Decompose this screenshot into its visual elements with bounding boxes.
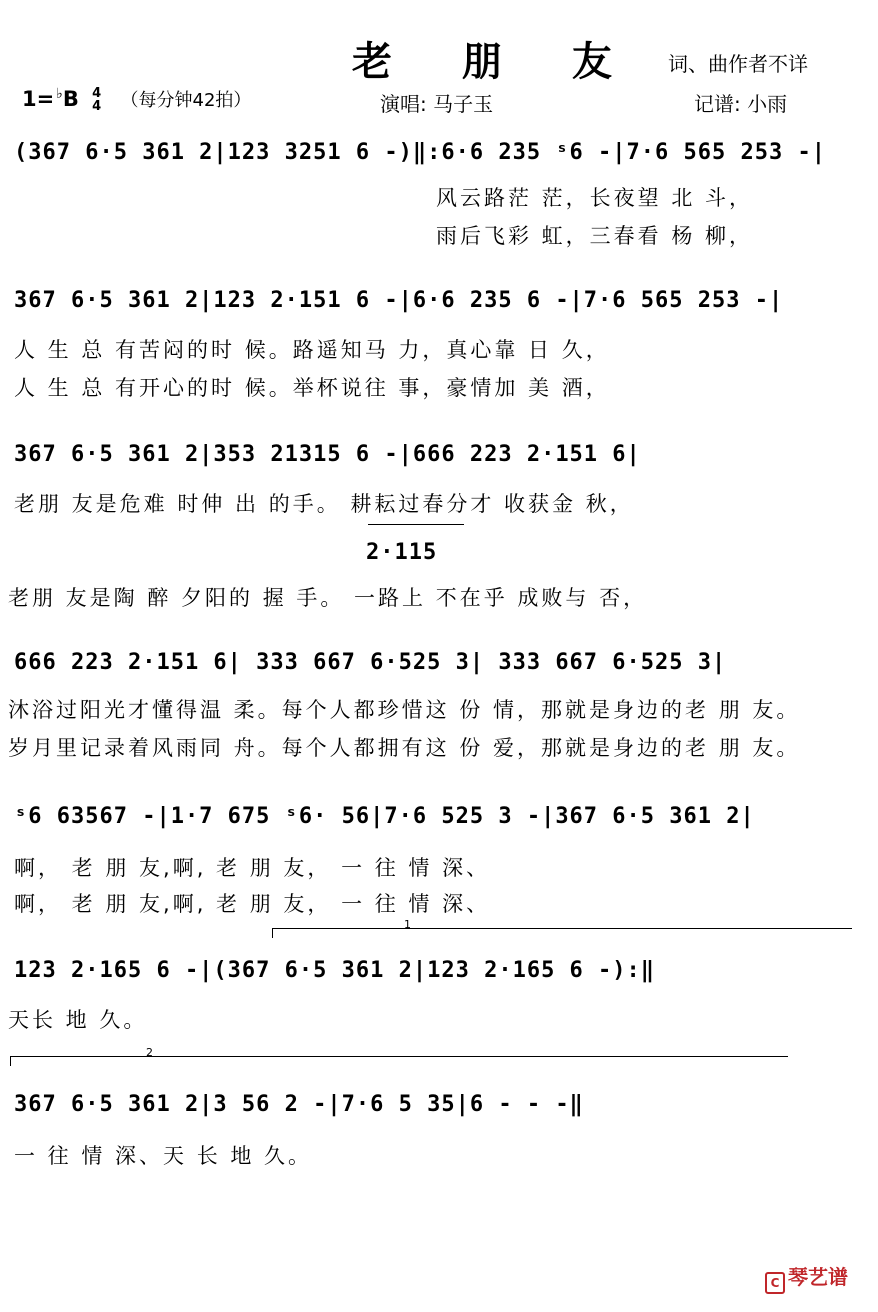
volta-2-label: 2	[146, 1046, 153, 1059]
lyric-row-1a: 风云路茫 茫，长夜望 北 斗，	[436, 186, 754, 210]
key-note: B	[62, 87, 79, 111]
volta-2-hook	[10, 1056, 11, 1066]
lyric-row-4a: 沐浴过阳光才懂得温 柔。每个人都珍惜这 份 情，那就是身边的老 朋 友。	[8, 698, 801, 722]
logo-icon: C	[765, 1272, 785, 1294]
slur-line	[368, 524, 464, 525]
transcriber: 记谱: 小雨	[694, 92, 788, 116]
lyric-row-6: 天长 地 久。	[8, 1008, 148, 1032]
page-title: 老 朋 友	[352, 38, 640, 85]
time-signature	[92, 87, 101, 113]
lyric-row-7: 一 往 情 深、天 长 地 久。	[14, 1144, 313, 1168]
notation-row-7: 367 6·5 361 2|3 56 2 -|7·6 5 35|6 - - -‖	[14, 1092, 584, 1117]
volta-1-hook	[272, 928, 273, 938]
notation-row-4: 666 223 2·151 6| 333 667 6·525 3| 333 667 6·525 3|	[14, 650, 727, 675]
time-bottom: 4	[92, 99, 102, 114]
lyric-row-1b: 雨后飞彩 虹，三春看 杨 柳，	[436, 224, 754, 248]
lyric-row-3: 老朋 友是危难 时伸 出 的手。 耕耘过春分才 收获金 秋，	[14, 492, 634, 516]
lyric-row-5a: 啊， 老 朋 友,啊, 老 朋 友， 一 往 情 深、	[14, 856, 491, 880]
volta-2-line	[10, 1056, 788, 1057]
tempo: （每分钟42拍）	[120, 90, 252, 111]
notation-row-6: 123 2·165 6 -|(367 6·5 361 2|123 2·165 6 -):‖	[14, 958, 656, 983]
lyric-row-2a: 人 生 总 有苦闷的时 候。路遥知马 力，真心靠 日 久，	[14, 338, 610, 362]
volta-1-label: 1	[404, 918, 411, 931]
lyric-row-3-alt: 老朋 友是陶 醉 夕阳的 握 手。 一路上 不在乎 成败与 否，	[8, 586, 648, 610]
key-signature	[22, 86, 251, 113]
notation-row-2: 367 6·5 361 2|123 2·151 6 -|6·6 235 6 -|7·6 565 253 -|	[14, 288, 784, 313]
lyric-row-4b: 岁月里记录着风雨同 舟。每个人都拥有这 份 爱，那就是身边的老 朋 友。	[8, 736, 801, 760]
singer: 演唱: 马子玉	[380, 92, 494, 116]
watermark-logo	[765, 1261, 848, 1294]
credit: 词、曲作者不详	[668, 52, 808, 76]
key-flat: ♭	[56, 86, 63, 102]
volta-1-line	[272, 928, 852, 929]
notation-row-3: 367 6·5 361 2|353 21315 6 -|666 223 2·151 6|	[14, 442, 641, 467]
notation-row-5: ˢ6 63567 -|1·7 675 ˢ6· 56|7·6 525 3 -|367 6·5 361 2|	[14, 804, 755, 829]
notation-row-3-alt: 2·115	[366, 540, 438, 565]
time-top: 4	[92, 86, 102, 101]
notation-row-1: (367 6·5 361 2|123 3251 6 -)‖:6·6 235 ˢ6 -|7·6 565 253 -|	[14, 140, 826, 165]
lyric-row-5b: 啊， 老 朋 友,啊, 老 朋 友， 一 往 情 深、	[14, 892, 491, 916]
lyric-row-2b: 人 生 总 有开心的时 候。举杯说往 事，豪情加 美 酒，	[14, 376, 610, 400]
key-prefix: 1=	[22, 87, 55, 111]
watermark-text: 琴艺谱	[788, 1265, 848, 1289]
